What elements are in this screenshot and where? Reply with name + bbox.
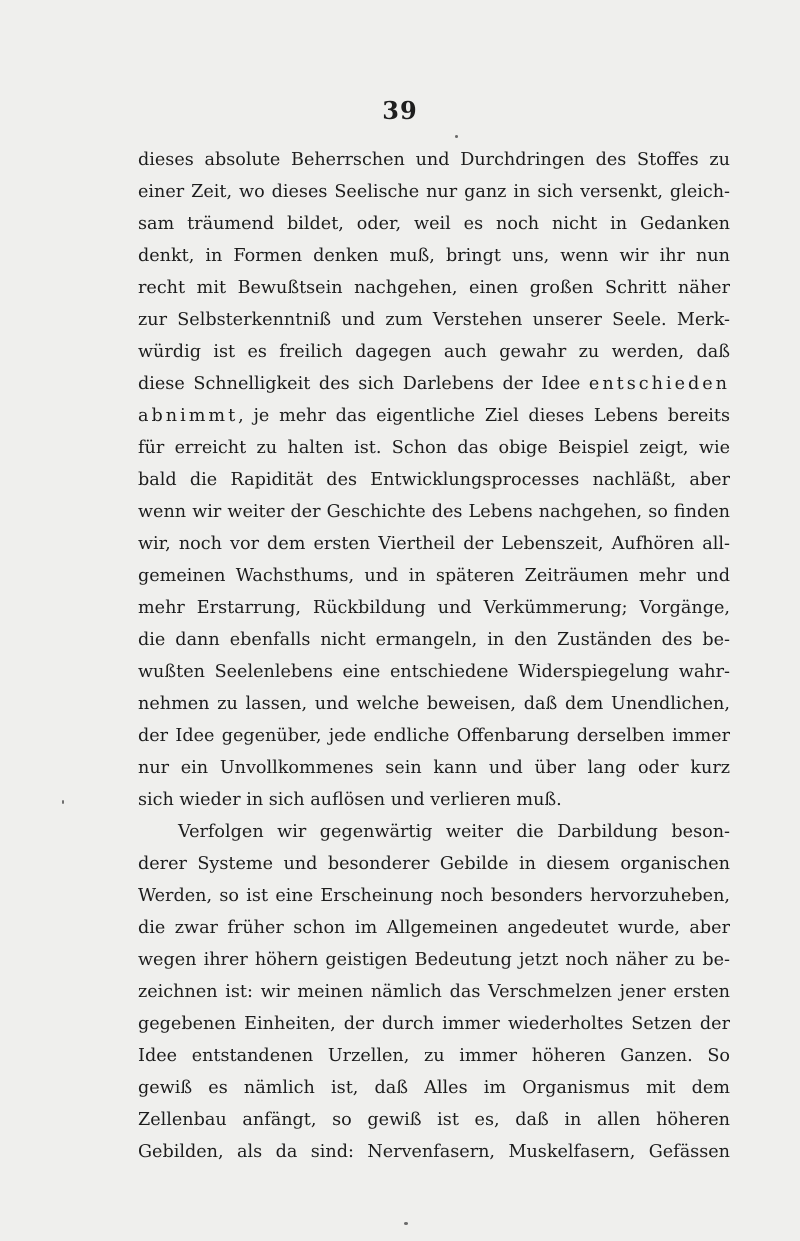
text-line: Zellenbau anfängt, so gewiß ist es, daß in allen höheren	[138, 1110, 730, 1130]
text-line: Gebilden, als da sind: Nervenfasern, Muskelfasern, Gefässen	[138, 1142, 730, 1162]
text-line: gewiß es nämlich ist, daß Alles im Organismus mit dem	[138, 1078, 730, 1098]
text-line: zeichnen ist: wir meinen nämlich das Verschmelzen jener ersten	[138, 982, 730, 1002]
text-line: Verfolgen wir gegenwärtig weiter die Darbildung beson-	[178, 822, 730, 842]
text-line: zur Selbsterkenntniß und zum Verstehen unserer Seele. Merk-	[138, 310, 730, 330]
text-line: mehr Erstarrung, Rückbildung und Verkümmerung; Vorgänge,	[138, 598, 730, 618]
text-line: nur ein Unvollkommenes sein kann und über lang oder kurz	[138, 758, 730, 778]
text-line	[138, 400, 730, 432]
text-line: der Idee gegenüber, jede endliche Offenbarung derselben immer	[138, 726, 730, 746]
text-line: dieses absolute Beherrschen und Durchdringen des Stoffes zu	[138, 150, 730, 170]
text-line: nehmen zu lassen, und welche beweisen, daß dem Unendlichen,	[138, 694, 730, 714]
body-text	[138, 144, 730, 1168]
text-line: Idee entstandenen Urzellen, zu immer höheren Ganzen. So	[138, 1046, 730, 1066]
ink-speck	[62, 800, 64, 804]
text-line: recht mit Bewußtsein nachgehen, einen großen Schritt näher	[138, 278, 730, 298]
text-line: sam träumend bildet, oder, weil es noch nicht in Gedanken	[138, 214, 730, 234]
text-line: wegen ihrer höhern geistigen Bedeutung jetzt noch näher zu be-	[138, 950, 730, 970]
text-line: gemeinen Wachsthums, und in späteren Zeiträumen mehr und	[138, 566, 730, 586]
text-line: Werden, so ist eine Erscheinung noch besonders hervorzuheben,	[138, 886, 730, 906]
text-line: gegebenen Einheiten, der durch immer wiederholtes Setzen der	[138, 1014, 730, 1034]
emphasized-text: abnimmt	[138, 406, 239, 426]
text-line: die dann ebenfalls nicht ermangeln, in den Zuständen des be-	[138, 630, 730, 650]
text-line: bald die Rapidität des Entwicklungsprocesses nachläßt, aber	[138, 470, 730, 490]
text-line: einer Zeit, wo dieses Seelische nur ganz in sich versenkt, gleich-	[138, 182, 730, 202]
ink-speck	[404, 1222, 408, 1225]
text-line: denkt, in Formen denken muß, bringt uns, wenn wir ihr nun	[138, 246, 730, 266]
text-line: für erreicht zu halten ist. Schon das obige Beispiel zeigt, wie	[138, 438, 730, 458]
text-line	[138, 368, 730, 400]
text-line: wir, noch vor dem ersten Viertheil der Lebenszeit, Aufhören all-	[138, 534, 730, 554]
text-segment: diese Schnelligkeit des sich Darlebens der Idee	[138, 374, 589, 394]
text-line: wußten Seelenlebens eine entschiedene Widerspiegelung wahr-	[138, 662, 730, 682]
text-segment: , je mehr das eigentliche Ziel dieses Lebens bereits	[238, 406, 730, 426]
text-line: die zwar früher schon im Allgemeinen angedeutet wurde, aber	[138, 918, 730, 938]
text-line: derer Systeme und besonderer Gebilde in diesem organischen	[138, 854, 730, 874]
text-line: sich wieder in sich auflösen und verlieren muß.	[138, 790, 562, 810]
page-number: 39	[382, 96, 418, 125]
emphasized-text: entschieden	[588, 374, 730, 394]
text-line: würdig ist es freilich dagegen auch gewahr zu werden, daß	[138, 342, 730, 362]
ink-speck	[455, 135, 458, 138]
text-line: wenn wir weiter der Geschichte des Lebens nachgehen, so finden	[138, 502, 730, 522]
